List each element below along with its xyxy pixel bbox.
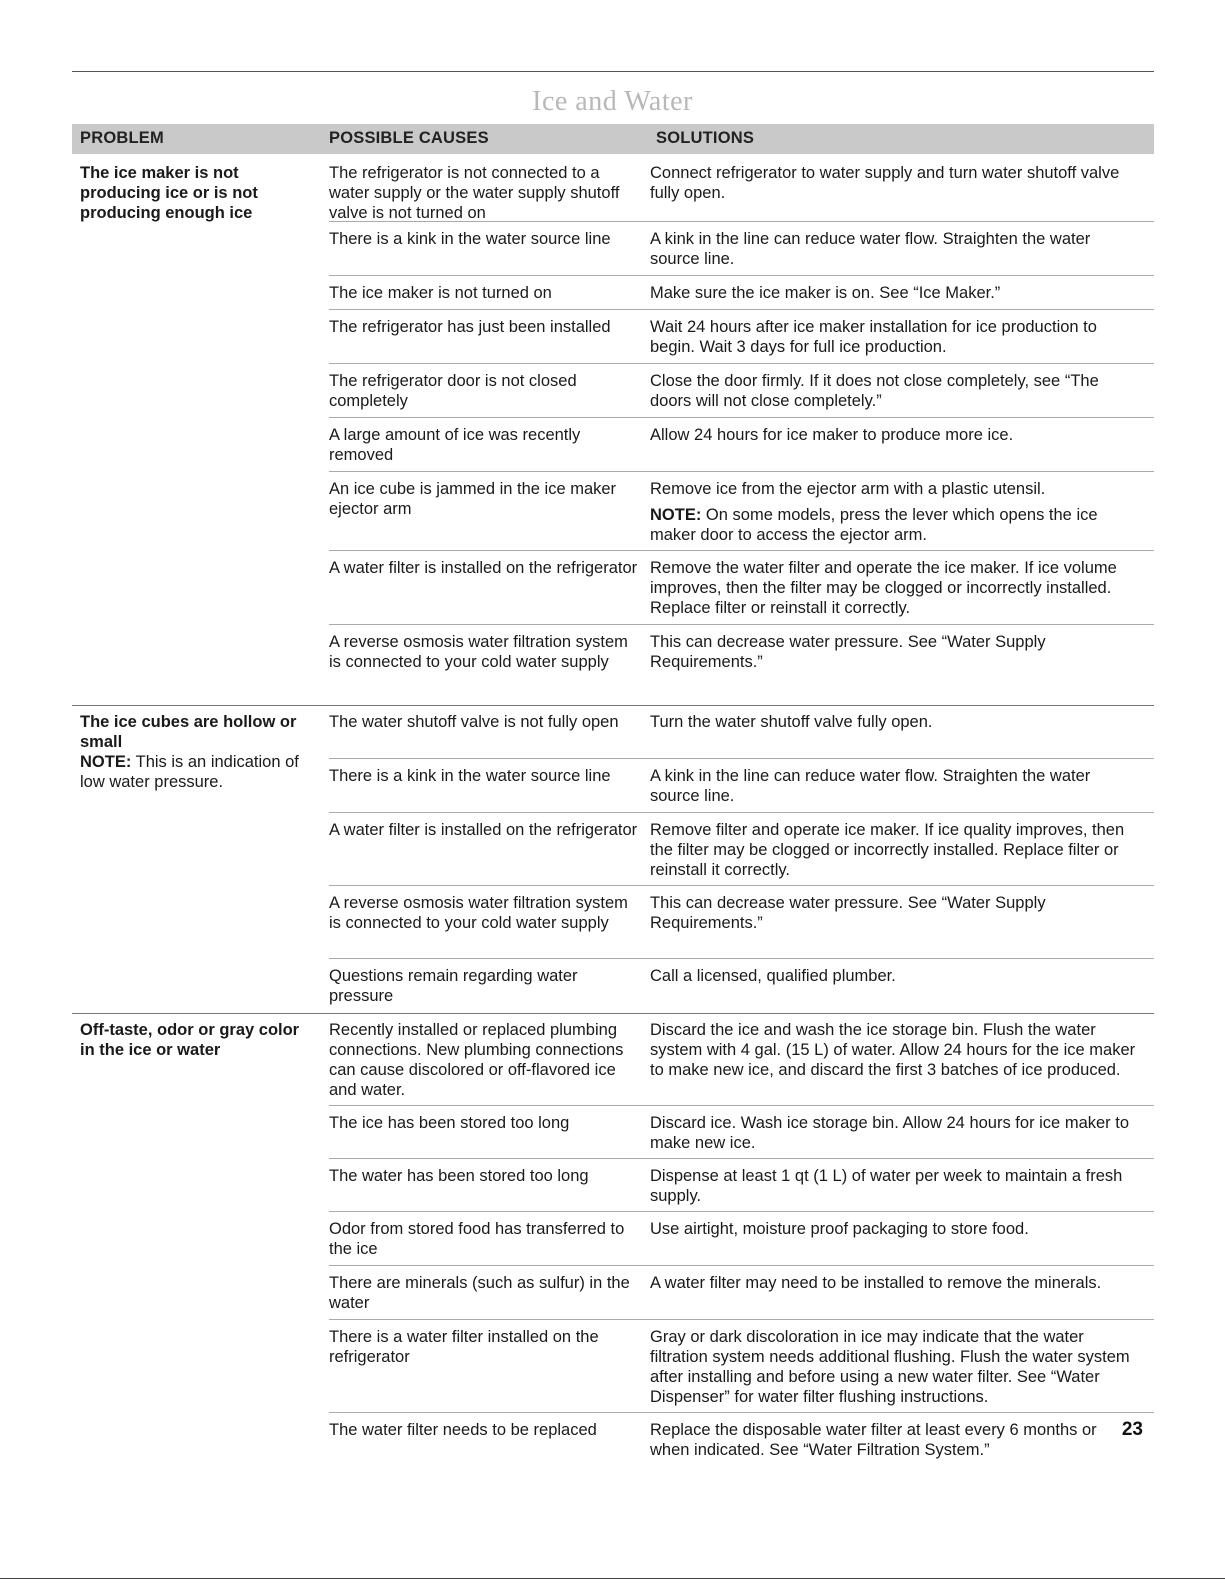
- solution-cell: Gray or dark discoloration in ice may indicate that the water filtration system needs additional flushing. Flush the water system after installing and before using a new water filter. See “Water Dispenser” for water filter flushing instructions.: [650, 1328, 1130, 1406]
- note-label: NOTE:: [80, 753, 132, 771]
- cause-cell: An ice cube is jammed in the ice maker ejector arm: [329, 480, 617, 518]
- row-divider: [329, 550, 1154, 551]
- row-divider: [329, 1211, 1154, 1212]
- header-solutions: SOLUTIONS: [656, 129, 755, 147]
- section-title: Ice and Water: [532, 86, 693, 117]
- solution-cell: Use airtight, moisture proof packaging to store food.: [650, 1220, 1029, 1238]
- solution-note: [650, 505, 1140, 545]
- solution-cell: Wait 24 hours after ice maker installation for ice production to begin. Wait 3 days for full ice production.: [650, 318, 1097, 356]
- problem-note: [80, 753, 299, 791]
- header-possible-causes: POSSIBLE CAUSES: [329, 129, 489, 147]
- page-number: 23: [1121, 1419, 1143, 1440]
- solution-cell: This can decrease water pressure. See “Water Supply Requirements.”: [650, 894, 1046, 932]
- note-label: NOTE:: [650, 506, 702, 524]
- row-divider: [329, 812, 1154, 813]
- row-divider: [329, 417, 1154, 418]
- cause-cell: The water shutoff valve is not fully open: [329, 713, 619, 731]
- group-divider: [72, 705, 1154, 706]
- note-text: On some models, press the lever which opens the ice maker door to access the ejector arm.: [650, 506, 1098, 544]
- cause-cell: Questions remain regarding water pressure: [329, 967, 578, 1005]
- bottom-rule: [0, 1578, 1225, 1579]
- row-divider: [329, 885, 1154, 886]
- problem-cell: [80, 712, 312, 792]
- cause-cell: The ice maker is not turned on: [329, 284, 552, 302]
- row-divider: [329, 363, 1154, 364]
- problem-title: Off-taste, odor or gray color in the ice or water: [80, 1021, 300, 1059]
- cause-cell: There is a kink in the water source line: [329, 767, 611, 785]
- top-rule: [72, 71, 1154, 72]
- row-divider: [329, 624, 1154, 625]
- row-divider: [329, 758, 1154, 759]
- solution-cell: Call a licensed, qualified plumber.: [650, 967, 896, 985]
- problem-title: The ice maker is not producing ice or is not producing enough ice: [80, 164, 258, 222]
- solution-cell: Remove the water filter and operate the ice maker. If ice volume improves, then the filter may be clogged or incorrectly installed. Replace filter or reinstall it correctly.: [650, 559, 1117, 617]
- row-divider: [329, 309, 1154, 310]
- problem-cell: [80, 1020, 312, 1060]
- row-divider: [329, 471, 1154, 472]
- solution-cell: A kink in the line can reduce water flow. Straighten the water source line.: [650, 230, 1091, 268]
- row-divider: [329, 958, 1154, 959]
- solution-cell: Make sure the ice maker is on. See “Ice Maker.”: [650, 284, 1001, 302]
- cause-cell: A water filter is installed on the refrigerator: [329, 559, 638, 577]
- cause-cell: The ice has been stored too long: [329, 1114, 570, 1132]
- cause-cell: The refrigerator has just been installed: [329, 318, 611, 336]
- solution-cell: Allow 24 hours for ice maker to produce more ice.: [650, 426, 1014, 444]
- cause-cell: Recently installed or replaced plumbing connections. New plumbing connections can cause discolored or off-flavored ice and water.: [329, 1021, 624, 1099]
- solution-cell: Discard the ice and wash the ice storage bin. Flush the water system with 4 gal. (15 L) of water. Allow 24 hours for the ice maker to make new ice, and discard the first 3 batches of ice produced.: [650, 1021, 1136, 1079]
- header-problem: PROBLEM: [80, 129, 164, 147]
- solution-cell: A water filter may need to be installed to remove the minerals.: [650, 1274, 1102, 1292]
- note-text: This is an indication of low water pressure.: [80, 753, 299, 791]
- cause-cell: There is a kink in the water source line: [329, 230, 611, 248]
- cause-cell: The water has been stored too long: [329, 1167, 589, 1185]
- cause-cell: Odor from stored food has transferred to the ice: [329, 1220, 625, 1258]
- row-divider: [329, 275, 1154, 276]
- solution-cell: A kink in the line can reduce water flow. Straighten the water source line.: [650, 767, 1091, 805]
- table-header: [72, 124, 1154, 154]
- solution-cell: Close the door firmly. If it does not close completely, see “The doors will not close completely.”: [650, 372, 1099, 410]
- solution-cell: Discard ice. Wash ice storage bin. Allow 24 hours for ice maker to make new ice.: [650, 1114, 1130, 1152]
- row-divider: [329, 1265, 1154, 1266]
- solution-cell: This can decrease water pressure. See “Water Supply Requirements.”: [650, 633, 1046, 671]
- cause-cell: The water filter needs to be replaced: [329, 1421, 597, 1439]
- cause-cell: There are minerals (such as sulfur) in the water: [329, 1274, 630, 1312]
- row-divider: [329, 1412, 1154, 1413]
- cause-cell: The refrigerator is not connected to a water supply or the water supply shutoff valve is not turned on: [329, 164, 620, 222]
- solution-cell: Dispense at least 1 qt (1 L) of water per week to maintain a fresh supply.: [650, 1167, 1123, 1205]
- group-divider: [72, 1013, 1154, 1014]
- problem-cell: [80, 163, 312, 223]
- solution-cell: Turn the water shutoff valve fully open.: [650, 713, 933, 731]
- row-divider: [329, 1105, 1154, 1106]
- solution-text: Remove ice from the ejector arm with a plastic utensil.: [650, 480, 1046, 498]
- cause-cell: The refrigerator door is not closed completely: [329, 372, 577, 410]
- problem-title: The ice cubes are hollow or small: [80, 713, 297, 751]
- cause-cell: A water filter is installed on the refrigerator: [329, 821, 638, 839]
- cause-cell: A large amount of ice was recently removed: [329, 426, 581, 464]
- solution-cell: Remove filter and operate ice maker. If ice quality improves, then the filter may be clogged or incorrectly installed. Replace filter or reinstall it correctly.: [650, 821, 1125, 879]
- cause-cell: A reverse osmosis water filtration system is connected to your cold water supply: [329, 894, 628, 932]
- solution-cell: Connect refrigerator to water supply and turn water shutoff valve fully open.: [650, 164, 1120, 202]
- row-divider: [329, 1158, 1154, 1159]
- row-divider: [329, 221, 1154, 222]
- cause-cell: There is a water filter installed on the refrigerator: [329, 1328, 599, 1366]
- solution-cell: Replace the disposable water filter at least every 6 months or when indicated. See “Water Filtration System.”: [650, 1421, 1097, 1459]
- row-divider: [329, 1319, 1154, 1320]
- solution-cell: [650, 479, 1140, 545]
- cause-cell: A reverse osmosis water filtration system is connected to your cold water supply: [329, 633, 628, 671]
